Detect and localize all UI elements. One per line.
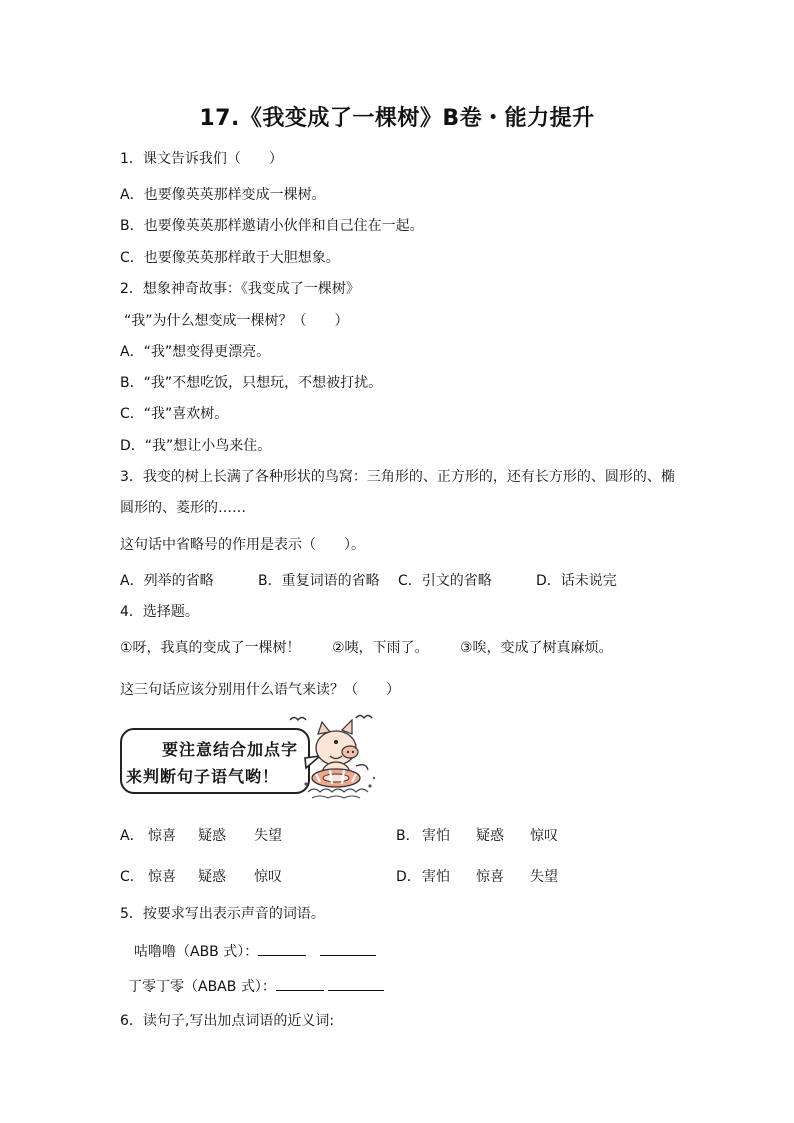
q4-sentence-1: ①呀，我真的变成了一棵树！ xyxy=(120,640,301,656)
q2-subquestion: “我”为什么想变成一棵树？（ ） xyxy=(124,313,349,329)
seagull-icon xyxy=(290,718,306,721)
q3-option-a: A．列举的省略 xyxy=(120,573,214,589)
q2-option-a: A．“我”想变得更漂亮。 xyxy=(120,344,271,360)
q4-option-d xyxy=(396,867,558,887)
q4-sentence-3: ③唉，变成了树真麻烦。 xyxy=(460,640,613,656)
option-word-3: 惊叹 xyxy=(254,869,282,885)
option-word-2: 疑惑 xyxy=(476,828,504,844)
option-word-3: 惊叹 xyxy=(530,828,558,844)
q1-option-c: C．也要像英英那样敢于大胆想象。 xyxy=(120,250,340,266)
q4-option-a xyxy=(120,826,282,846)
q2-option-b: B．“我”不想吃饭，只想玩，不想被打扰。 xyxy=(120,375,383,391)
q5-item-2 xyxy=(128,976,384,997)
option-letter: D． xyxy=(396,869,421,885)
q4-stem: 4．选择题。 xyxy=(120,604,199,620)
q4-question: 这三句话应该分别用什么语气来读？（ ） xyxy=(120,682,400,698)
option-word-1: 惊喜 xyxy=(148,869,176,885)
option-word-3: 失望 xyxy=(254,828,282,844)
q1-option-b: B．也要像英英那样邀请小伙伴和自己住在一起。 xyxy=(120,218,424,234)
option-word-2: 疑惑 xyxy=(198,869,226,885)
option-word-3: 失望 xyxy=(530,869,558,885)
seagull-icon xyxy=(356,716,372,719)
answer-blank[interactable] xyxy=(328,976,384,991)
option-word-2: 惊喜 xyxy=(476,869,504,885)
q6-stem: 6．读句子,写出加点词语的近义词: xyxy=(120,1013,335,1029)
q4-option-b xyxy=(396,826,558,846)
answer-blank[interactable] xyxy=(276,976,324,991)
q4-option-c xyxy=(120,867,282,887)
q1-stem: 1．课文告诉我们（ ） xyxy=(120,151,283,167)
q3-question: 这句话中省略号的作用是表示（ ）。 xyxy=(120,537,365,553)
q5-stem: 5．按要求写出表示声音的词语。 xyxy=(120,906,325,922)
q5-item-1-label: 咕噜噜（ABB 式）： xyxy=(134,944,259,960)
option-letter: C． xyxy=(120,869,144,885)
option-letter: A． xyxy=(120,828,144,844)
q1-option-a: A．也要像英英那样变成一棵树。 xyxy=(120,187,326,203)
q4-sentence-2: ②咦，下雨了。 xyxy=(332,640,429,656)
option-letter: B． xyxy=(396,828,420,844)
hint-speech-bubble xyxy=(120,728,310,794)
option-word-1: 害怕 xyxy=(422,869,450,885)
q3-option-d: D．话未说完 xyxy=(536,573,617,589)
q2-option-d: D．“我”想让小鸟来住。 xyxy=(120,438,272,454)
q3-option-b: B．重复词语的省略 xyxy=(258,573,380,589)
q5-item-1 xyxy=(134,941,376,962)
answer-blank[interactable] xyxy=(320,941,376,956)
q2-option-c: C．“我”喜欢树。 xyxy=(120,406,229,422)
q3-option-c: C．引文的省略 xyxy=(398,573,492,589)
q5-item-2-label: 丁零丁零（ABAB 式）： xyxy=(128,979,276,995)
q3-stem-line-1: 3．我变的树上长满了各种形状的鸟窝：三角形的、正方形的，还有长方形的、圆形的、椭 xyxy=(120,469,675,485)
hint-line-2: 来判断句子语气哟！ xyxy=(126,767,280,786)
hint-line-1: 要注意结合加点字 xyxy=(162,740,299,759)
option-word-1: 惊喜 xyxy=(148,828,176,844)
page-title: 17.《我变成了一棵树》B卷・能力提升 xyxy=(199,106,595,131)
cartoon-pig-icon xyxy=(286,712,386,804)
option-word-1: 害怕 xyxy=(422,828,450,844)
q3-stem-line-2: 圆形的、菱形的…… xyxy=(120,500,246,516)
q2-stem: 2．想象神奇故事：《我变成了一棵树》 xyxy=(120,281,360,297)
answer-blank[interactable] xyxy=(258,941,306,956)
option-word-2: 疑惑 xyxy=(198,828,226,844)
